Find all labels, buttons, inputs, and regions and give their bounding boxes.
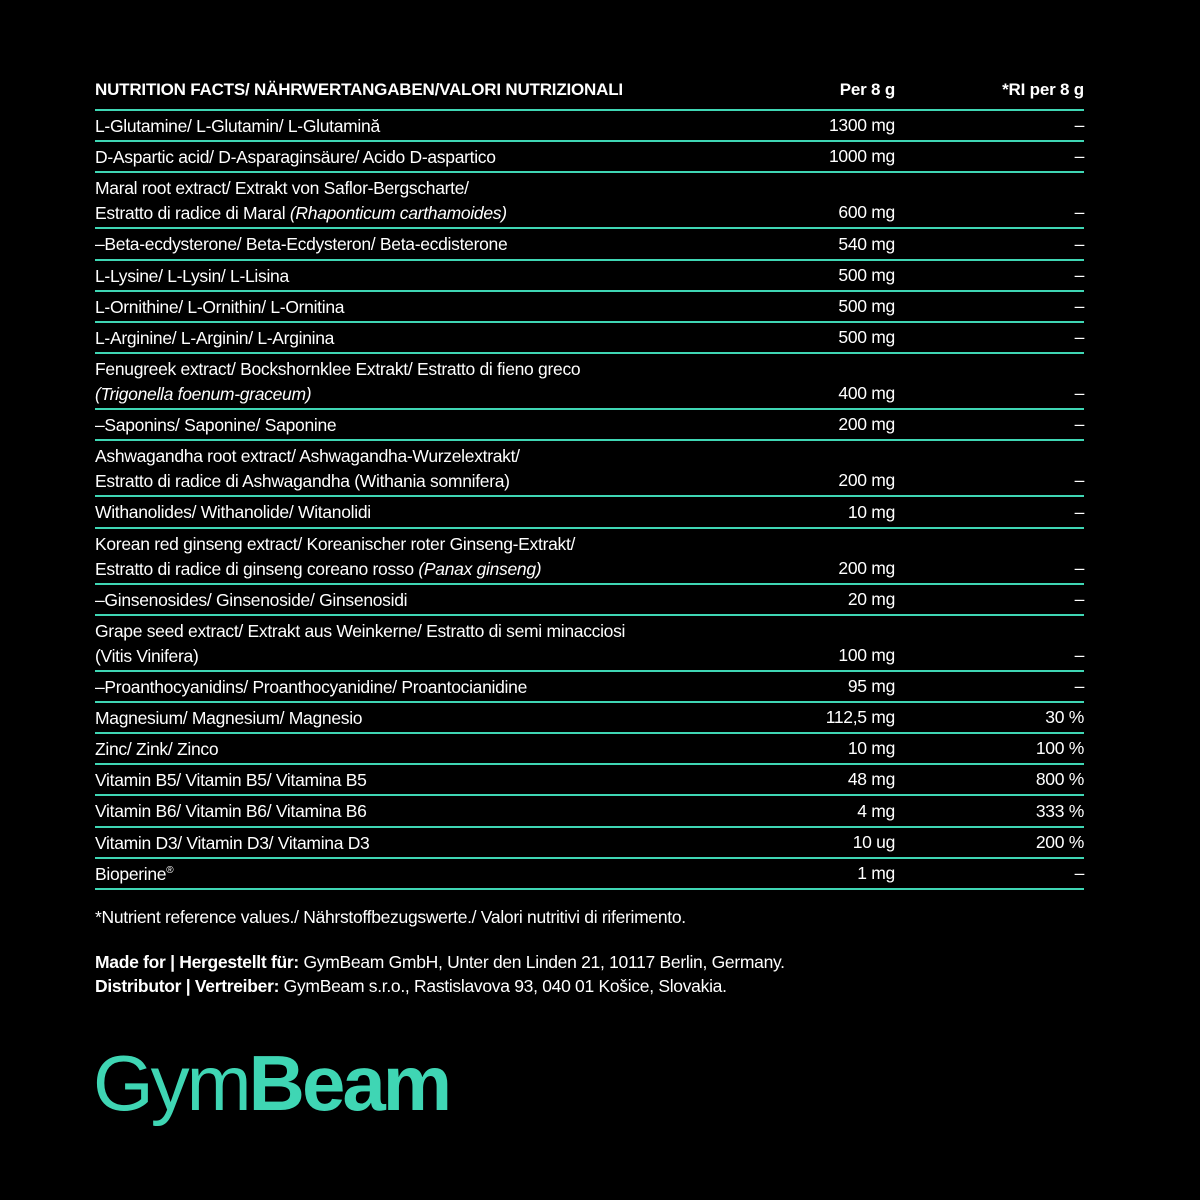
logo-gym: Gym: [93, 1040, 249, 1127]
nutrient-name: [95, 326, 334, 351]
made-for-line: [95, 950, 785, 974]
amount-per-serving: 4 mg: [857, 800, 895, 821]
nutrient-name-line: [95, 469, 520, 494]
reference-intake: –: [1074, 588, 1084, 609]
nutrient-text: Korean red ginseng extract/ Koreanischer roter Ginseng-Extrakt/: [95, 533, 576, 554]
made-for-value: GymBeam GmbH, Unter den Linden 21, 10117 Berlin, Germany.: [298, 952, 785, 972]
nutrition-table: [95, 76, 1084, 890]
nutrient-name-line: [95, 382, 580, 407]
nutrient-name-line: [95, 831, 370, 856]
reference-intake: –: [1074, 264, 1084, 285]
nutrient-name-line: [95, 862, 173, 887]
nutrient-name: [95, 232, 507, 257]
nutrient-text: Fenugreek extract/ Bockshornklee Extrakt/ Estratto di fieno greco: [95, 359, 581, 380]
nutrient-name-line: [95, 264, 289, 289]
nutrient-name-line: [95, 619, 625, 644]
nutrient-name-line: [95, 644, 625, 669]
reference-intake: 333 %: [1035, 800, 1084, 821]
table-row: [95, 734, 1084, 765]
amount-per-serving: 200 mg: [838, 414, 895, 435]
table-row: [95, 173, 1084, 229]
table-row: [95, 585, 1084, 616]
amount-per-serving: 1000 mg: [828, 146, 895, 167]
nutrient-text: L-Ornithine/ L-Ornithin/ L-Ornitina: [95, 296, 345, 317]
amount-per-serving: 1300 mg: [828, 115, 895, 136]
amount-per-serving: 1 mg: [857, 863, 895, 883]
nutrient-name-line: [95, 532, 575, 557]
amount-per-serving: 540 mg: [838, 233, 895, 254]
table-header: [95, 76, 1084, 111]
nutrient-text: –Beta-ecdysterone/ Beta-Ecdysteron/ Beta-ecdisterone: [95, 234, 508, 255]
nutrient-name-line: [95, 768, 367, 793]
table-row: [95, 672, 1084, 703]
reference-intake: 100 %: [1035, 738, 1084, 759]
nutrient-text: Vitamin B5/ Vitamin B5/ Vitamina B5: [95, 770, 367, 791]
nutrient-text: Bioperine: [95, 863, 167, 884]
table-row: [95, 765, 1084, 796]
amount-per-serving: 48 mg: [847, 769, 895, 790]
nutrient-name-line: [95, 232, 507, 257]
reference-intake: 800 %: [1035, 769, 1084, 790]
svg-text:GymBeam: [93, 1040, 449, 1127]
nutrient-name: [95, 114, 380, 139]
nutrient-name: [95, 831, 370, 856]
nutrient-name-line: [95, 557, 575, 582]
nutrient-name: [95, 737, 218, 762]
reference-intake: –: [1074, 675, 1084, 696]
amount-per-serving: 95 mg: [847, 675, 895, 696]
distributor-label: Distributor | Vertreiber:: [95, 976, 280, 996]
latin-name: (Panax ginseng): [418, 558, 542, 579]
made-for-label: Made for | Hergestellt für:: [95, 952, 299, 972]
nutrient-name: [95, 295, 344, 320]
amount-per-serving: 10 mg: [847, 738, 895, 759]
table-row: [95, 796, 1084, 827]
nutrient-name-line: [95, 799, 367, 824]
nutrient-text: Magnesium/ Magnesium/ Magnesio: [95, 707, 363, 728]
reference-intake: –: [1074, 327, 1084, 348]
reference-intake: –: [1074, 863, 1084, 883]
table-row: [95, 111, 1084, 142]
table-row: [95, 441, 1084, 497]
nutrient-name: [95, 706, 362, 731]
table-row: [95, 354, 1084, 410]
amount-per-serving: 10 ug: [852, 831, 895, 852]
nutrient-text: Estratto di radice di Ashwagandha (Withania somnifera): [95, 471, 510, 492]
latin-name: (Rhaponticum carthamoides): [289, 203, 507, 224]
table-row: [95, 410, 1084, 441]
registered-mark: ®: [166, 864, 174, 876]
table-row: [95, 497, 1084, 528]
nutrient-text: Vitamin D3/ Vitamin D3/ Vitamina D3: [95, 832, 370, 853]
table-row: [95, 859, 1084, 890]
table-row: [95, 292, 1084, 323]
nutrient-name: [95, 413, 336, 438]
nutrient-name-line: [95, 737, 218, 762]
nutrient-name-line: [95, 114, 380, 139]
nutrient-name: [95, 619, 625, 669]
header-name: NUTRITION FACTS/ NÄHRWERTANGABEN/VALORI NUTRIZIONALI: [95, 80, 623, 99]
nutrient-name-line: [95, 413, 336, 438]
reference-intake: –: [1074, 115, 1084, 136]
table-row: [95, 828, 1084, 859]
nutrient-text: L-Arginine/ L-Arginin/ L-Arginina: [95, 327, 335, 348]
nutrient-text: –Ginsenosides/ Ginsenoside/ Ginsenosidi: [95, 589, 408, 610]
reference-intake: –: [1074, 557, 1084, 578]
nutrient-text: Estratto di radice di Maral: [95, 203, 290, 224]
table-row: [95, 142, 1084, 173]
amount-per-serving: 10 mg: [847, 501, 895, 522]
nutrient-text: L-Glutamine/ L-Glutamin/ L-Glutamină: [95, 116, 380, 136]
nutrient-name-line: [95, 176, 507, 201]
distributor-value: GymBeam s.r.o., Rastislavova 93, 040 01 Košice, Slovakia.: [279, 976, 727, 996]
table-row: [95, 703, 1084, 734]
amount-per-serving: 500 mg: [838, 327, 895, 348]
header-ri: *RI per 8 g: [1002, 80, 1084, 99]
amount-per-serving: 200 mg: [838, 470, 895, 491]
table-row: [95, 323, 1084, 354]
footnote: *Nutrient reference values./ Nährstoffbezugswerte./ Valori nutritivi di riferimento.: [95, 907, 686, 927]
nutrient-name: [95, 532, 575, 582]
header-per: Per 8 g: [839, 80, 895, 99]
nutrient-text: Grape seed extract/ Extrakt aus Weinkerne/ Estratto di semi minacciosi: [95, 620, 626, 641]
reference-intake: 200 %: [1035, 831, 1084, 852]
nutrient-name-line: [95, 145, 496, 170]
amount-per-serving: 20 mg: [847, 588, 895, 609]
nutrient-text: Maral root extract/ Extrakt von Saflor-Bergscharte/: [95, 178, 469, 199]
manufacturer-info: [95, 950, 785, 998]
nutrient-name-line: [95, 295, 344, 320]
nutrient-name-line: [95, 444, 520, 469]
nutrient-text: (Vitis Vinifera): [95, 645, 199, 666]
nutrient-name: [95, 176, 507, 226]
nutrient-text: Ashwagandha root extract/ Ashwagandha-Wurzelextrakt/: [95, 446, 520, 467]
nutrient-name-line: [95, 201, 507, 226]
nutrient-name: [95, 357, 580, 407]
nutrient-text: L-Lysine/ L-Lysin/ L-Lisina: [95, 265, 289, 286]
nutrient-name: [95, 675, 527, 700]
table-row: [95, 616, 1084, 672]
amount-per-serving: 500 mg: [838, 295, 895, 316]
table-row: [95, 529, 1084, 585]
nutrient-name: [95, 799, 367, 824]
reference-intake: –: [1074, 295, 1084, 316]
logo-beam: Beam: [248, 1040, 450, 1127]
amount-per-serving: 100 mg: [838, 644, 895, 665]
table-body: [95, 111, 1084, 890]
nutrient-name: [95, 768, 367, 793]
nutrient-name-line: [95, 675, 527, 700]
nutrient-text: Zinc/ Zink/ Zinco: [95, 739, 219, 760]
reference-intake: –: [1074, 383, 1084, 404]
table-row: [95, 261, 1084, 292]
nutrient-name-line: [95, 588, 407, 613]
nutrient-name-line: [95, 706, 362, 731]
nutrient-text: Estratto di radice di ginseng coreano rosso: [95, 558, 419, 579]
nutrient-name: [95, 588, 407, 613]
nutrient-text: Withanolides/ Withanolide/ Witanolidi: [95, 502, 371, 523]
nutrient-name: [95, 444, 520, 494]
reference-intake: –: [1074, 501, 1084, 522]
nutrient-name-line: [95, 500, 371, 525]
latin-name: (Trigonella foenum-graceum): [95, 384, 312, 405]
nutrient-name-line: [95, 357, 580, 382]
nutrient-text: D-Aspartic acid/ D-Asparaginsäure/ Acido D-aspartico: [95, 147, 496, 168]
nutrient-name: [95, 500, 371, 525]
reference-intake: –: [1074, 202, 1084, 223]
distributor-line: [95, 974, 785, 998]
table-row: [95, 229, 1084, 260]
reference-intake: –: [1074, 146, 1084, 167]
amount-per-serving: 500 mg: [838, 264, 895, 285]
nutrient-text: Vitamin B6/ Vitamin B6/ Vitamina B6: [95, 801, 367, 822]
reference-intake: –: [1074, 470, 1084, 491]
amount-per-serving: 600 mg: [838, 202, 895, 223]
nutrient-name: [95, 862, 173, 887]
reference-intake: –: [1074, 414, 1084, 435]
amount-per-serving: 400 mg: [838, 383, 895, 404]
reference-intake: –: [1074, 644, 1084, 665]
nutrient-text: –Saponins/ Saponine/ Saponine: [95, 415, 337, 436]
nutrient-name: [95, 145, 496, 170]
amount-per-serving: 200 mg: [838, 557, 895, 578]
reference-intake: 30 %: [1045, 707, 1084, 728]
gymbeam-logo: [93, 1040, 493, 1130]
nutrient-name: [95, 264, 289, 289]
amount-per-serving: 112,5 mg: [825, 707, 895, 728]
nutrient-text: –Proanthocyanidins/ Proanthocyanidine/ Proantocianidine: [95, 676, 527, 697]
nutrient-name-line: [95, 326, 334, 351]
reference-intake: –: [1074, 233, 1084, 254]
